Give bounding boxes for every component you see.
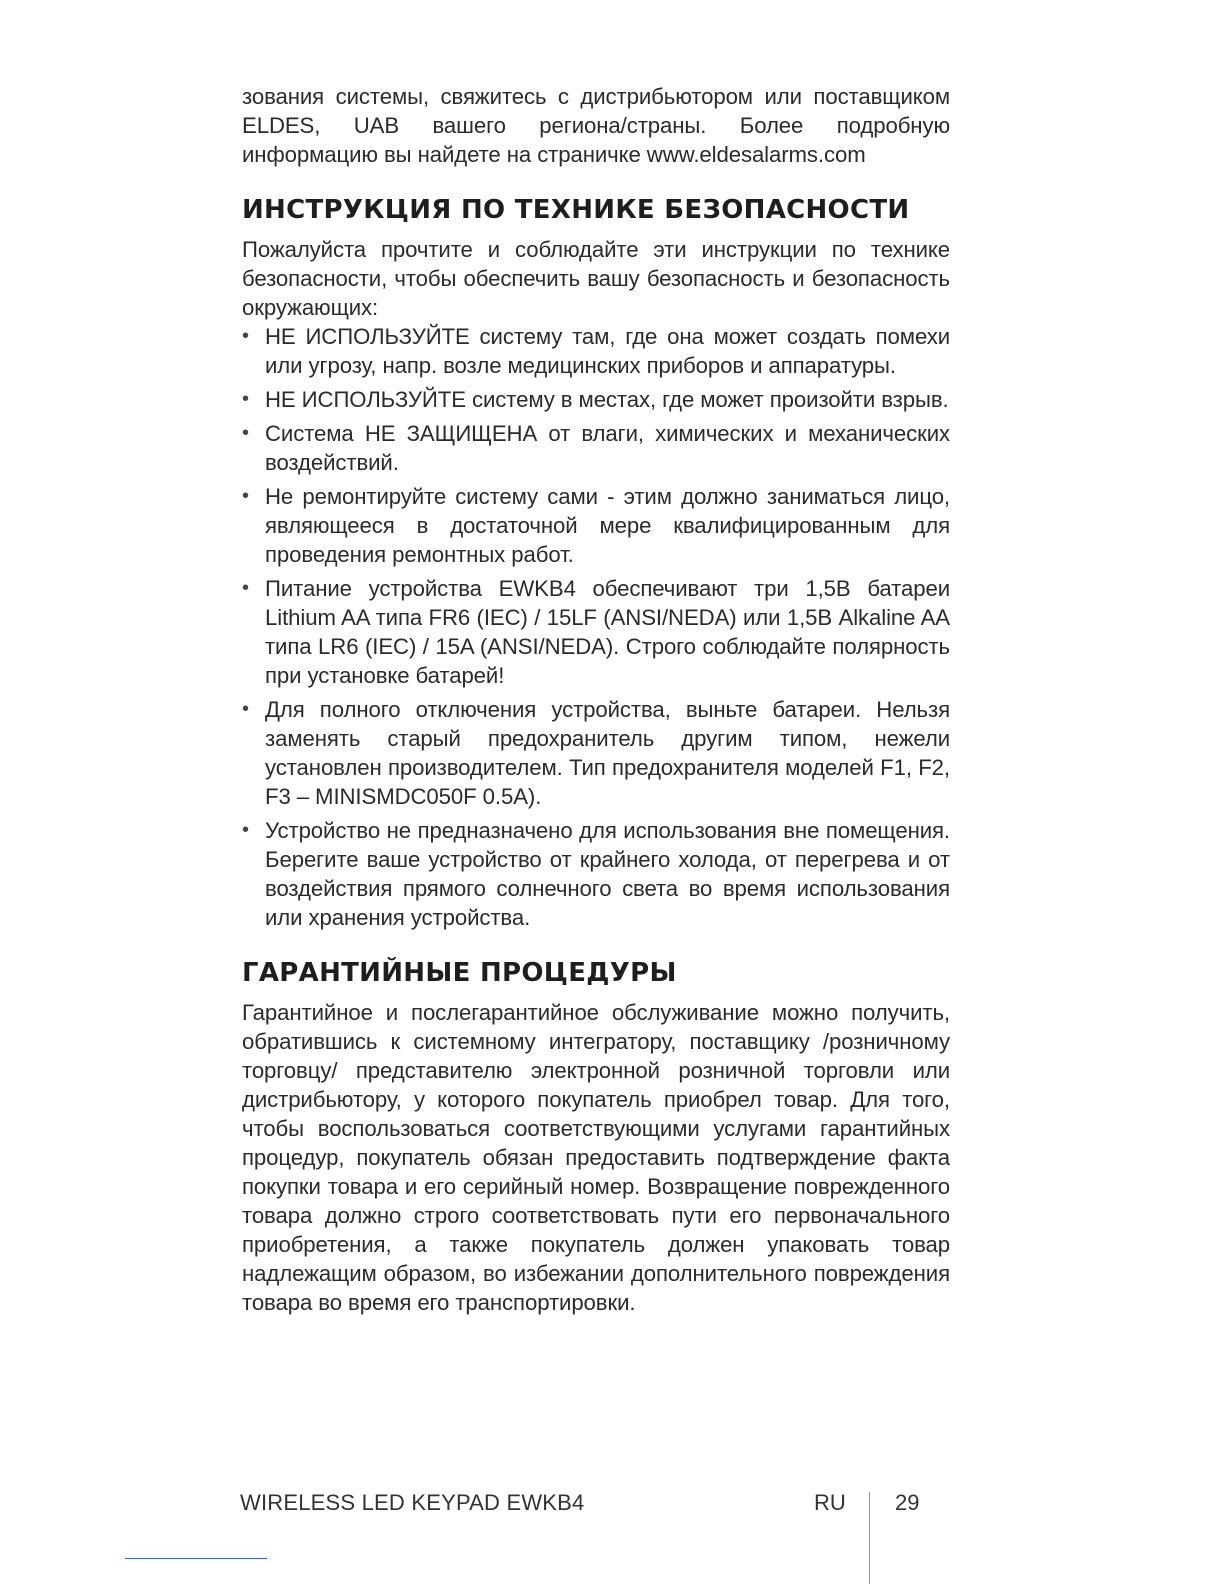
page-content [242,82,950,1317]
list-item [242,574,950,690]
list-item-text: Устройство не предназначено для использования вне помещения. Берегите ваше устройство от крайнего холода, от перегрева и от воздействия прямого солнечного света во время использования или хранения устройства. [265,818,950,930]
list-item-text: НЕ ИСПОЛЬЗУЙТЕ систему там, где она может создать помехи или угрозу, напр. возле медицинских приборов и аппаратуры. [265,324,950,378]
bullet-icon: • [242,388,250,410]
list-item [242,482,950,569]
footer-page-number: 29 [895,1490,920,1515]
warranty-heading: ГАРАНТИЙНЫЕ ПРОЦЕДУРЫ [242,958,677,988]
footer-product-title: WIRELESS LED KEYPAD EWKB4 [240,1490,585,1515]
list-item-text: Не ремонтируйте систему сами - этим должно заниматься лицо, являющееся в достаточной мере квалифицированным для проведения ремонтных работ. [265,484,950,567]
bullet-icon: • [242,819,250,841]
list-item-text: Питание устройства EWKB4 обеспечивают три 1,5В батареи Lithium AA типа FR6 (IEC) / 15LF (ANSI/NEDA) или 1,5В Alkaline AA типа LR6 (IEC) / 15A (ANSI/NEDA). Строго соблюдайте полярность при установке батарей! [265,576,950,688]
list-item [242,816,950,932]
list-item [242,419,950,477]
warranty-paragraph: Гарантийное и послегарантийное обслуживание можно получить, обратившись к системному интегратору, поставщику /розничному торговцу/ представителю электронной розничной торговли или дистрибьютору, у которого покупатель приобрел товар. Для того, чтобы воспользоваться соответствующими услугами гарантийных процедур, покупатель обязан предоставить подтверждение факта покупки товара и его серийный номер. Возвращение поврежденного товара должно строго соответствовать пути его первоначального приобретения, а также покупатель должен упаковать товар надлежащим образом, во избежании дополнительного повреждения товара во время его транспортировки. [242,1000,950,1315]
list-item [242,385,950,414]
safety-list [242,322,950,932]
bullet-icon: • [242,325,250,347]
list-item [242,695,950,811]
bullet-icon: • [242,698,250,720]
corner-rule [125,1558,267,1559]
list-item [242,322,950,380]
footer-divider [869,1492,870,1584]
intro-paragraph: зования системы, свяжитесь с дистрибьютором или поставщиком ELDES, UAB вашего региона/страны. Более подробную информацию вы найдете на страничке www.eldesalarms.com [242,84,950,167]
safety-heading: ИНСТРУКЦИЯ ПО ТЕХНИКЕ БЕЗОПАСНОСТИ [242,195,910,225]
bullet-icon: • [242,577,250,599]
safety-intro: Пожалуйста прочтите и соблюдайте эти инструкции по технике безопасности, чтобы обеспечить вашу безопасность и безопасность окружающих: [242,237,950,320]
list-item-text: НЕ ИСПОЛЬЗУЙТЕ систему в местах, где может произойти взрыв. [265,387,949,412]
bullet-icon: • [242,422,250,444]
list-item-text: Для полного отключения устройства, выньте батареи. Нельзя заменять старый предохранитель другим типом, нежели установлен производителем. Тип предохранителя моделей F1, F2, F3 – MINISMDC050F 0.5A). [265,697,950,809]
bullet-icon: • [242,485,250,507]
list-item-text: Система НЕ ЗАЩИЩЕНА от влаги, химических и механических воздействий. [265,421,950,475]
footer-language: RU [814,1490,846,1515]
